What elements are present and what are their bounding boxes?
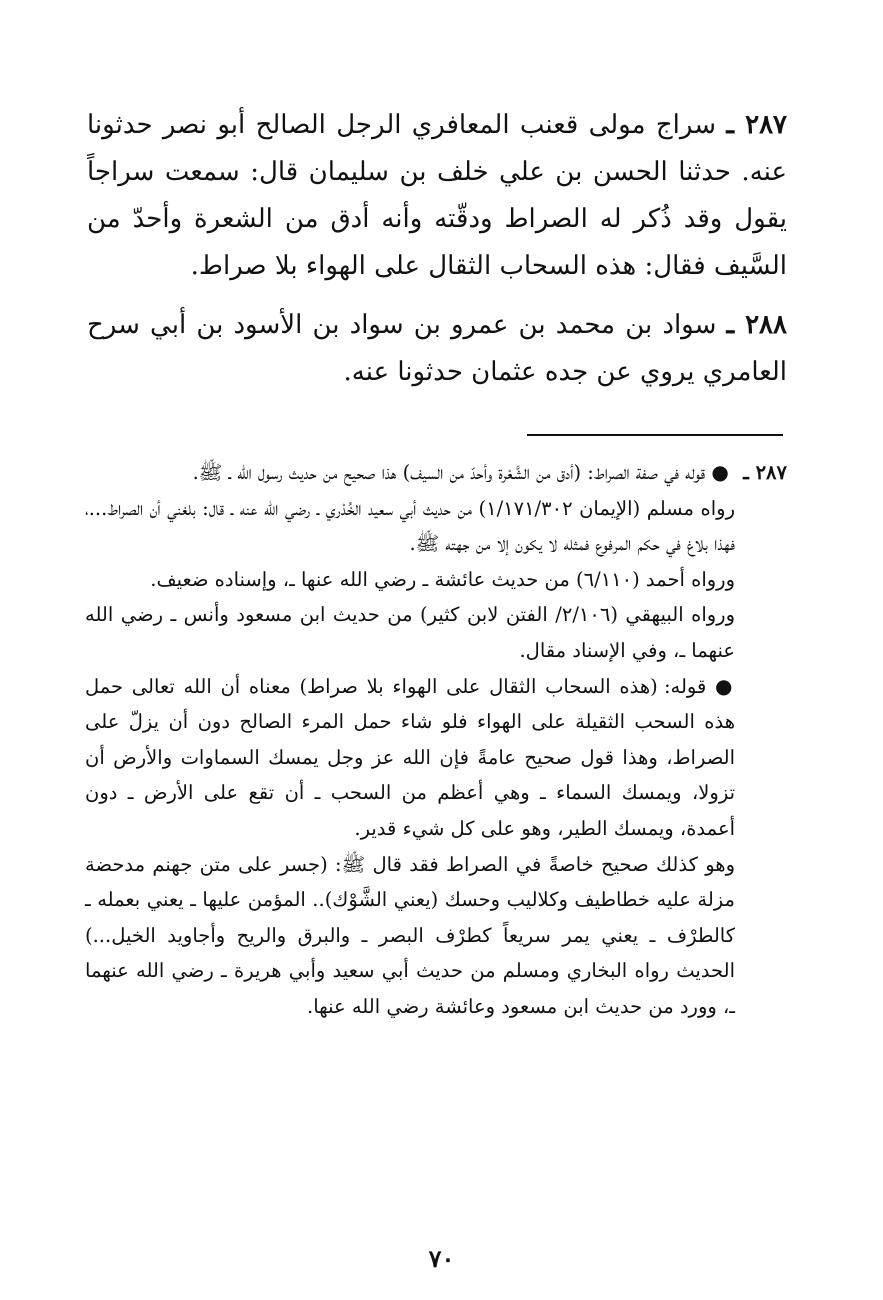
entry-288: [87, 302, 787, 396]
main-text-block: [87, 102, 787, 408]
entry-number: ٢٨٧ ـ: [726, 110, 788, 140]
entry-287: [87, 102, 787, 290]
footnote-paragraph: [85, 455, 787, 491]
footnote-paragraph: وهو كذلك صحيح خاصةً في الصراط فقد قال ﷺ: (جسر على متن جهنم مدحضة مزلة عليه خطاطيف وكلاليب وحسك (يعني الشَّوْك).. المؤمن عليها ـ يعني بعمله ـ كالطرْف ـ يعني يمر سريعاً كطرْف البصر ـ والبرق والريح وأجاويد الخيل...) الحديث رواه البخاري ومسلم من حديث أبي سعيد وأبي هريرة ـ رضي الله عنهما ـ، وورد من حديث ابن مسعود وعائشة رضي الله عنها.: [85, 852, 735, 1018]
footnote-paragraph: ورواه البيهقي (٢/١٠٦/ الفتن لابن كثير) من حديث ابن مسعود وأنس ـ رضي الله عنهما ـ، وفي الإسناد مقال.: [85, 603, 736, 662]
page-number: ٧٠: [428, 1244, 455, 1273]
entry-number: ٢٨٨ ـ: [726, 310, 787, 340]
footnote-paragraph: رواه مسلم (الإيمان ١/١٧١/٣٠٢) من حديث أبي سعيد الخُدْري ـ رضي الله عنه ـ قال: بلغني أن الصراط...، فهذا بلاغ في حكم المرفوع فمثله لا يكون إلا من جهته ﷺ.: [85, 496, 736, 556]
bullet-icon: ●: [711, 460, 729, 484]
footnote-number: ٢٨٧ ـ: [743, 461, 787, 484]
bullet-icon: ●: [715, 673, 736, 698]
footnotes-block: [85, 455, 787, 1025]
entry-text: سراج مولى قعنب المعافري الرجل الصالح أبو نصر حدثونا عنه. حدثنا الحسن بن علي خلف بن سليمان قال: سمعت سراجاً يقول وقد ذُكر له الصراط ودقّته وأنه أدق من الشعرة وأحدّ من السَّيف فقال: هذه السحاب الثقال على الهواء بلا صراط.: [87, 110, 787, 281]
footnote-text: قوله: (هذه السحاب الثقال على الهواء بلا صراط) معناه أن الله تعالى حمل هذه السحب الثقيلة على الهواء فلو شاء حمل المرء الصالح دون أن يزلّ على الصراط، وهذا قول صحيح عامةً فإن الله عز وجل يمسك السماوات والأرض أن تزولا، ويمسك السماء ـ وهي أعظم من السحب ـ أن تقع على الأرض ـ دون أعمدة، ويمسك الطير، وهو على كل شيء قدير.: [85, 674, 735, 840]
footnote-text: قوله في صفة الصراط: (أدق من الشَّعْرة وأحدّ من السيف) هذا صحيح من حديث رسول الله ـ ﷺ.: [192, 461, 706, 484]
footnote-paragraph: [85, 669, 787, 847]
entry-text: سواد بن محمد بن عمرو بن سواد بن الأسود بن أبي سرح العامري يروي عن جده عثمان حدثونا عنه.: [87, 310, 787, 387]
footnote-paragraph: ورواه أحمد (٦/١١٠) من حديث عائشة ـ رضي الله عنها ـ، وإسناده ضعيف.: [150, 567, 735, 591]
footnote-divider: [527, 434, 783, 436]
